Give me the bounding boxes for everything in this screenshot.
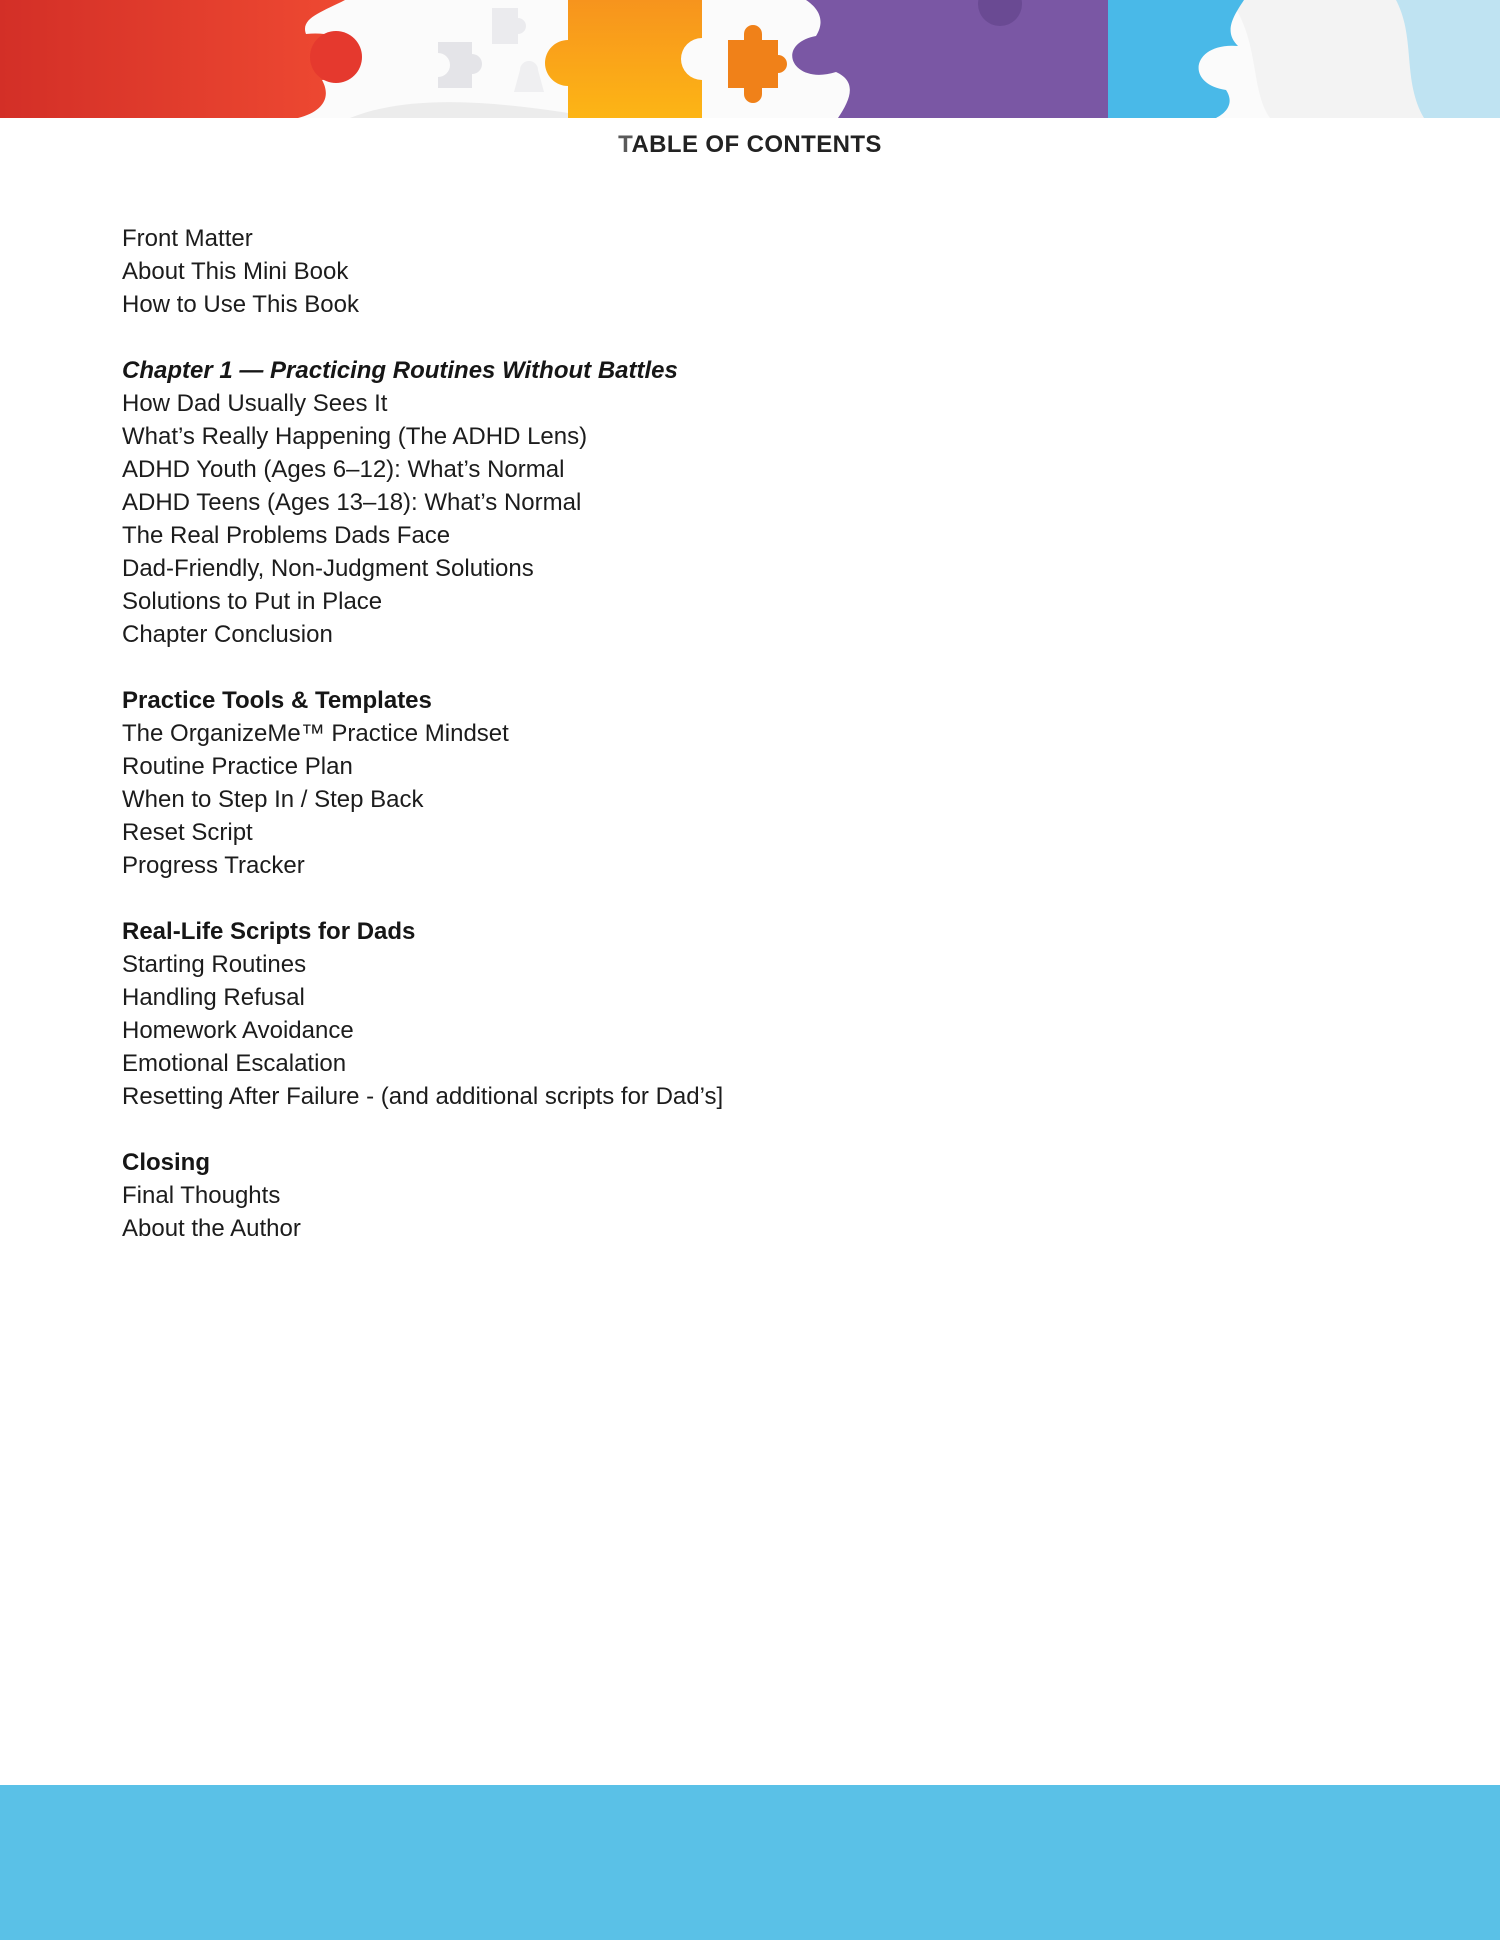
table-of-contents <box>0 222 1500 1245</box>
orange-puzzle-piece <box>545 0 702 118</box>
toc-group <box>122 684 1380 882</box>
toc-item: What’s Really Happening (The ADHD Lens) <box>122 423 588 450</box>
toc-item: Homework Avoidance <box>122 1017 354 1044</box>
toc-group-heading: Real-Life Scripts for Dads <box>122 918 416 945</box>
toc-item: Routine Practice Plan <box>122 753 353 780</box>
toc-item: Emotional Escalation <box>122 1050 347 1077</box>
toc-group <box>122 915 1380 1113</box>
toc-item: Chapter Conclusion <box>122 621 333 648</box>
toc-group <box>122 222 1380 321</box>
toc-item: Solutions to Put in Place <box>122 588 383 615</box>
toc-group-heading: Closing <box>122 1149 210 1176</box>
toc-group-heading: Practice Tools & Templates <box>122 687 432 714</box>
toc-group <box>122 1146 1380 1245</box>
toc-item: ADHD Teens (Ages 13–18): What’s Normal <box>122 489 582 516</box>
toc-item: Dad-Friendly, Non-Judgment Solutions <box>122 555 534 582</box>
toc-item: The OrganizeMe™ Practice Mindset <box>122 720 509 747</box>
toc-group <box>122 354 1380 651</box>
toc-item: Handling Refusal <box>122 984 305 1011</box>
toc-item: The Real Problems Dads Face <box>122 522 451 549</box>
toc-item: Final Thoughts <box>122 1182 281 1209</box>
page-title: TABLE OF CONTENTS <box>618 131 882 158</box>
toc-group-heading: Chapter 1 — Practicing Routines Without Battles <box>122 357 678 384</box>
footer-color-band <box>0 1785 1500 1940</box>
toc-item: About This Mini Book <box>122 258 349 285</box>
toc-item: Reset Script <box>122 819 253 846</box>
puzzle-pieces-illustration <box>0 0 1500 118</box>
toc-item: How to Use This Book <box>122 291 359 318</box>
toc-item: About the Author <box>122 1215 301 1242</box>
toc-item: ADHD Youth (Ages 6–12): What’s Normal <box>122 456 565 483</box>
red-puzzle-knob <box>310 31 362 83</box>
toc-item: Resetting After Failure - (and additional scripts for Dad’s] <box>122 1083 724 1110</box>
puzzle-banner <box>0 0 1500 118</box>
toc-item: When to Step In / Step Back <box>122 786 424 813</box>
toc-item: Progress Tracker <box>122 852 305 879</box>
toc-item: Front Matter <box>122 225 253 252</box>
toc-item: How Dad Usually Sees It <box>122 390 388 417</box>
toc-item: Starting Routines <box>122 951 307 978</box>
red-puzzle-piece <box>0 0 354 118</box>
